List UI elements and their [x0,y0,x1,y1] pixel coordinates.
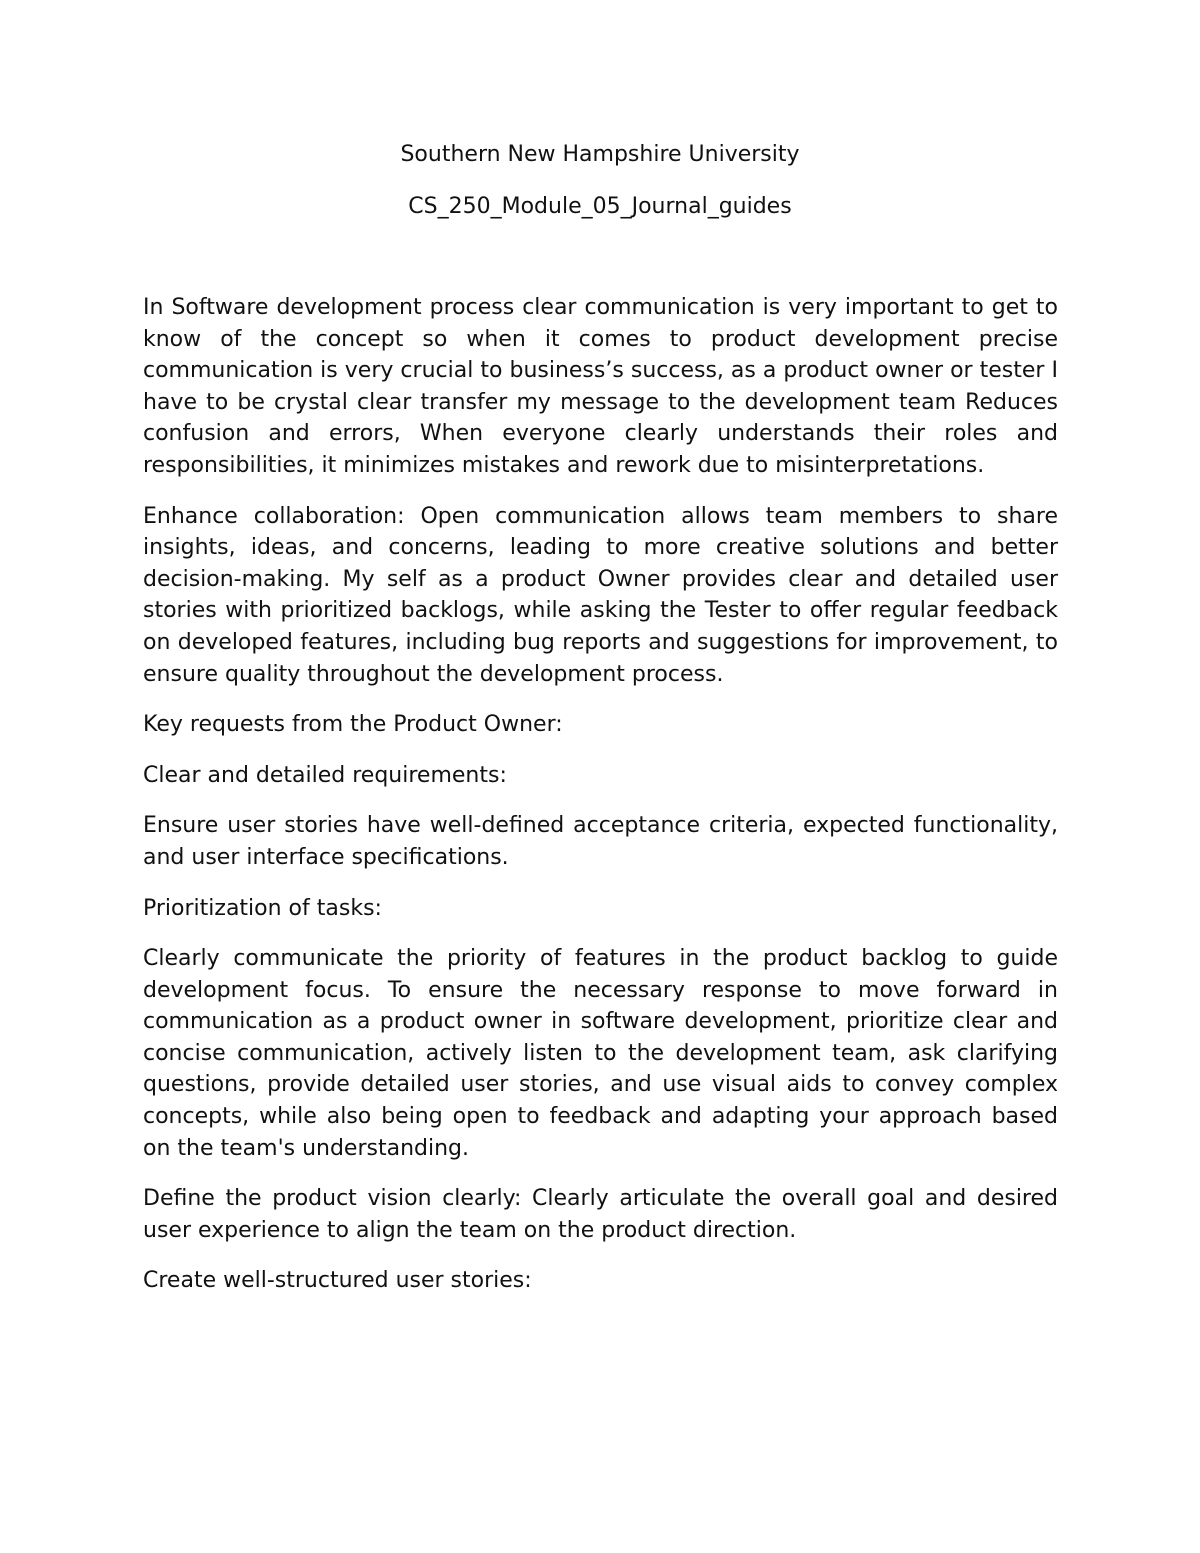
paragraph-clear-requirements: Clear and detailed requirements: [143,762,507,788]
paragraph-user-stories-criteria: Ensure user stories have well-defined acceptance criteria, expected functionality, and user interface specifications. [143,813,1058,870]
paragraph-enhance-collaboration: Enhance collaboration: Open communication allows team members to share insights, ideas, and concerns, leading to more creative solutions and better decision-making. My self as a product Owner provides clear and detailed user stories with prioritized backlogs, while asking the Tester to offer regular feedback on developed features, including bug reports and suggestions for improvement, to ensure quality throughout the development process. [143,503,1058,687]
university-heading: Southern New Hampshire University [400,142,800,167]
paragraph-priority-communication: Clearly communicate the priority of features in the product backlog to guide development focus. To ensure the necessary response to move forward in communication as a product owner in software development, prioritize clear and concise communication, actively listen to the development team, ask clarifying questions, provide detailed user stories, and use visual aids to convey complex concepts, while also being open to feedback and adapting your approach based on the team's understanding. [143,946,1058,1161]
paragraph-communication-importance: In Software development process clear communication is very important to get to know of the concept so when it comes to product development precise communication is very crucial to business’s success, as a product owner or tester I have to be crystal clear transfer my message to the development team Reduces confusion and errors, When everyone clearly understands their roles and responsibilities, it minimizes mistakes and rework due to misinterpretations. [143,295,1058,478]
paragraph-user-stories-heading: Create well-structured user stories: [143,1268,532,1294]
paragraph-prioritization: Prioritization of tasks: [143,895,382,921]
course-title: CS_250_Module_05_Journal_guides [408,194,792,219]
paragraph-product-vision: Define the product vision clearly: Clearly articulate the overall goal and desired user experience to align the team on the product direction. [143,1186,1058,1243]
document-body [143,292,1058,1316]
paragraph-key-requests: Key requests from the Product Owner: [143,712,563,738]
